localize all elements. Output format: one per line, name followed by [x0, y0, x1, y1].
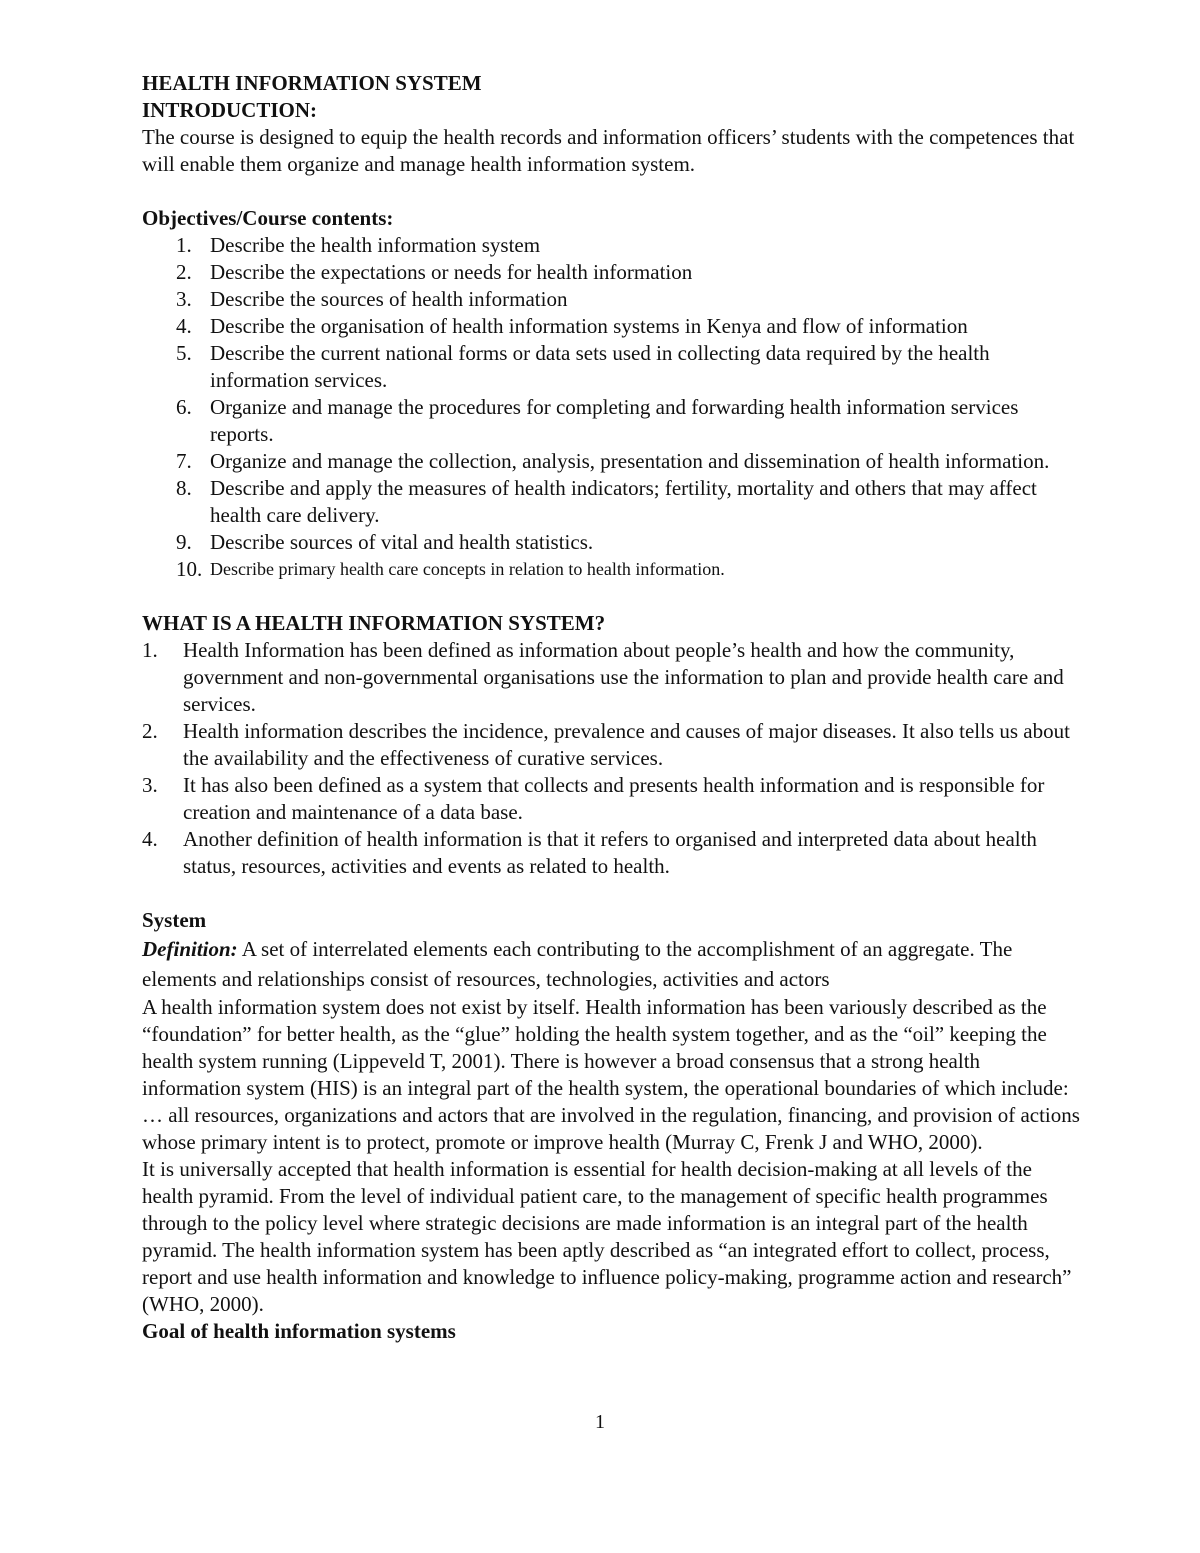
list-item [142, 556, 1082, 583]
spacer [142, 178, 1082, 205]
list-item [142, 340, 1082, 394]
list-number: 5. [176, 341, 192, 365]
list-number: 10. [176, 557, 203, 581]
body-paragraph: It is universally accepted that health information is essential for health decision-making at all levels of the health pyramid. From the level of individual patient care, to the management of specific health programmes through to the policy level where strategic decisions are made information is an integral part of the health pyramid. The health information system has been aptly described as “an integrated effort to collect, process, report and use health information and knowledge to influence policy-making, programme action and research” (WHO, 2000). [142, 1157, 1072, 1316]
list-text: Describe the current national forms or data sets used in collecting data required by the health information services. [210, 341, 990, 392]
list-number: 7. [176, 449, 192, 473]
list-text: Organize and manage the procedures for completing and forwarding health information services reports. [210, 395, 1019, 446]
list-item [142, 475, 1082, 529]
list-text: Health Information has been defined as information about people’s health and how the community, government and non-governmental organisations use the information to plan and provide health care and services. [183, 638, 1064, 716]
list-number: 8. [176, 476, 192, 500]
list-text: Describe the health information system [210, 233, 541, 257]
intro-text: The course is designed to equip the health records and information officers’ students with the competences that will enable them organize and manage health information system. [142, 125, 1075, 176]
page-number: 1 [595, 1411, 605, 1433]
list-number: 4. [176, 314, 192, 338]
list-item [142, 313, 1082, 340]
list-number: 3. [176, 287, 192, 311]
system-definition [142, 934, 1082, 994]
list-text: Organize and manage the collection, analysis, presentation and dissemination of health information. [210, 449, 1050, 473]
list-item [142, 232, 1082, 259]
spacer [142, 880, 1082, 907]
list-number: 1. [142, 638, 158, 662]
list-item [142, 529, 1082, 556]
list-text: Health information describes the incidence, prevalence and causes of major diseases. It also tells us about the availability and the effectiveness of curative services. [183, 719, 1070, 770]
spacer [142, 583, 1082, 610]
list-item [142, 394, 1082, 448]
body-paragraph: A health information system does not exist by itself. Health information has been variously described as the “foundation” for better health, as the “glue” holding the health system together, and as the “oil” keeping the health system running (Lippeveld T, 2001). There is however a broad consensus that a strong health information system (HIS) is an integral part of the health system, the operational boundaries of which include: … all resources, organizations and actors that are involved in the regulation, financing, and provision of actions whose primary intent is to protect, promote or improve health (Murray C, Frenk J and WHO, 2000). [142, 995, 1080, 1154]
document-page [142, 70, 1082, 1345]
list-text: Describe and apply the measures of health indicators; fertility, mortality and others that may affect health care delivery. [210, 476, 1037, 527]
list-number: 3. [142, 773, 158, 797]
objectives-list [142, 232, 1082, 583]
document-title: HEALTH INFORMATION SYSTEM [142, 71, 482, 95]
list-text: Describe the expectations or needs for health information [210, 260, 693, 284]
what-heading: WHAT IS A HEALTH INFORMATION SYSTEM? [142, 611, 606, 635]
intro-heading: INTRODUCTION: [142, 98, 318, 122]
list-number: 4. [142, 827, 158, 851]
list-item [142, 286, 1082, 313]
list-number: 2. [142, 719, 158, 743]
definition-text: A set of interrelated elements each contributing to the accomplishment of an aggregate. The elements and relationships consist of resources, technologies, activities and actors [142, 937, 1013, 991]
objectives-heading: Objectives/Course contents: [142, 206, 394, 230]
list-number: 1. [176, 233, 192, 257]
list-item [142, 826, 1082, 880]
list-item [142, 259, 1082, 286]
definitions-list [142, 637, 1082, 880]
list-text: Describe the sources of health information [210, 287, 568, 311]
list-number: 6. [176, 395, 192, 419]
list-text: Another definition of health information is that it refers to organised and interpreted data about health status, resources, activities and events as related to health. [183, 827, 1037, 878]
list-item [142, 637, 1082, 718]
list-item [142, 448, 1082, 475]
list-number: 2. [176, 260, 192, 284]
definition-label: Definition: [142, 937, 238, 961]
list-item [142, 772, 1082, 826]
system-heading: System [142, 908, 207, 932]
list-text: Describe the organisation of health information systems in Kenya and flow of information [210, 314, 968, 338]
list-text: Describe primary health care concepts in relation to health information. [210, 559, 725, 579]
list-text: It has also been defined as a system that collects and presents health information and is responsible for creation and maintenance of a data base. [183, 773, 1045, 824]
list-item [142, 718, 1082, 772]
list-text: Describe sources of vital and health statistics. [210, 530, 594, 554]
list-number: 9. [176, 530, 192, 554]
goal-heading: Goal of health information systems [142, 1319, 456, 1343]
